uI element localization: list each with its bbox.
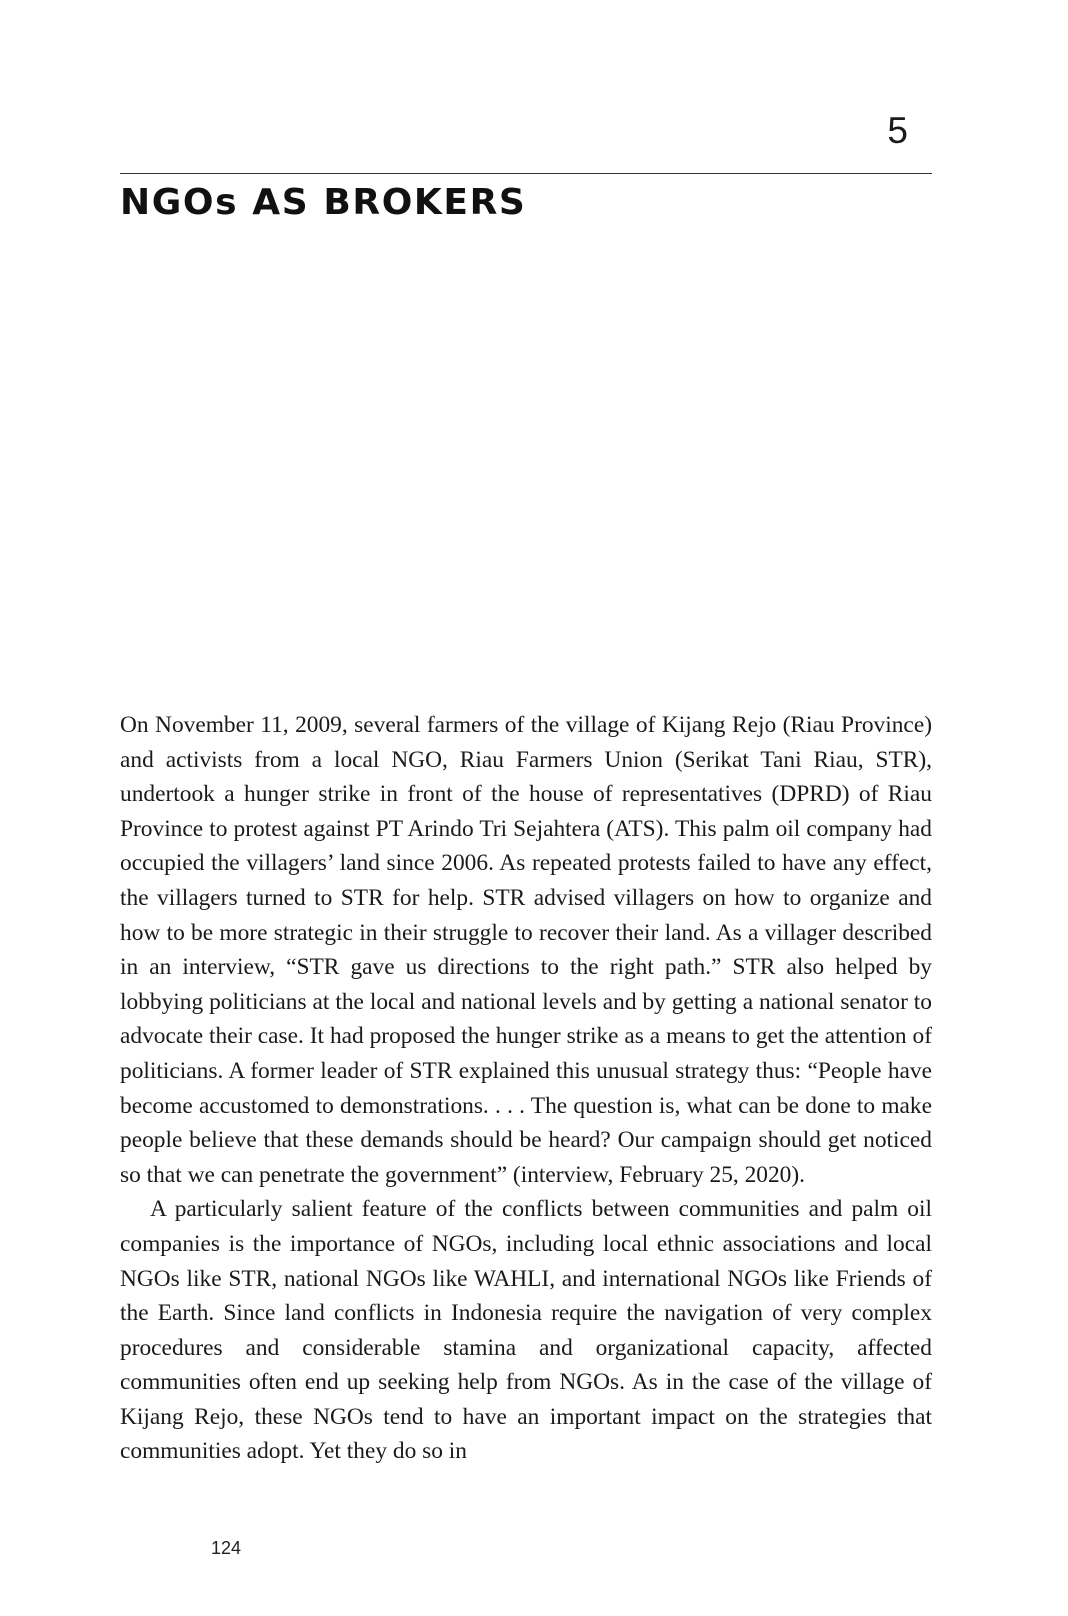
body-text <box>120 708 932 1469</box>
paragraph: On November 11, 2009, several farmers of the village of Kijang Rejo (Riau Province) and activists from a local NGO, Riau Farmers Union (Serikat Tani Riau, STR), undertook a hunger strike in front of the house of representatives (DPRD) of Riau Province to protest against PT Arindo Tri Sejahtera (ATS). This palm oil company had occupied the villagers’ land since 2006. As repeated protests failed to have any effect, the villagers turned to STR for help. STR advised villagers on how to organize and how to be more strategic in their struggle to recover their land. As a villager described in an interview, “STR gave us directions to the right path.” STR also helped by lobbying politicians at the local and national levels and by getting a national senator to advocate their case. It had proposed the hunger strike as a means to get the attention of politicians. A former leader of STR explained this unusual strategy thus: “People have become accustomed to demonstrations. . . . The question is, what can be done to make people believe that these demands should be heard? Our campaign should get noticed so that we can penetrate the government” (interview, February 25, 2020). <box>120 712 932 1188</box>
chapter-divider <box>120 173 932 174</box>
paragraph: A particularly salient feature of the conflicts between communities and palm oil companies is the importance of NGOs, including local ethnic associations and local NGOs like STR, national NGOs like WAHLI, and international NGOs like Friends of the Earth. Since land conflicts in Indonesia require the navigation of very complex procedures and considerable stamina and organizational capacity, affected communities often end up seeking help from NGOs. As in the case of the village of Kijang Rejo, these NGOs tend to have an important impact on the strategies that communities adopt. Yet they do so in <box>120 1196 932 1465</box>
chapter-number: 5 <box>887 110 908 151</box>
chapter-title: NGOs AS BROKERS <box>120 182 527 223</box>
page-number: 124 <box>211 1538 242 1558</box>
